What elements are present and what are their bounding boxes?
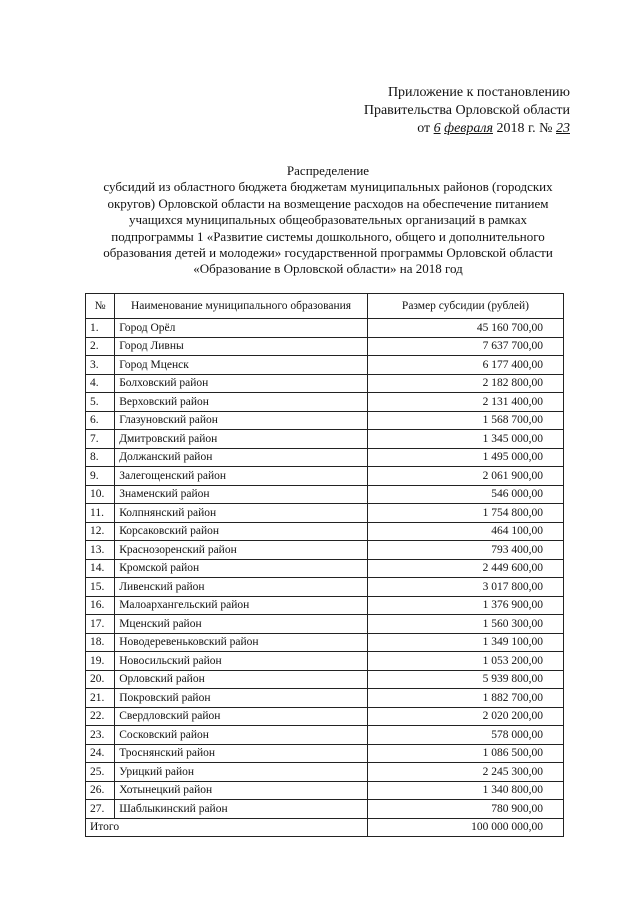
title-line-3: округов) Орловской области на возмещение расходов на обеспечение питанием (107, 195, 549, 211)
date-month: февраля (444, 121, 493, 136)
row-municipality: Орловский район (115, 670, 368, 689)
table-row (86, 393, 564, 412)
table-row (86, 319, 564, 338)
row-number: 1. (86, 319, 115, 338)
row-subsidy-amount: 45 160 700,00 (367, 319, 563, 338)
table-row (86, 744, 564, 763)
row-municipality: Ливенский район (115, 578, 368, 597)
attachment-line-1: Приложение к постановлению (387, 85, 570, 100)
table-row (86, 800, 564, 819)
row-municipality: Верховский район (115, 393, 368, 412)
subsidy-table (85, 293, 564, 837)
table-row (86, 781, 564, 800)
row-subsidy-amount: 2 449 600,00 (367, 559, 563, 578)
table-row (86, 485, 564, 504)
row-subsidy-amount: 1 340 800,00 (367, 781, 563, 800)
row-subsidy-amount: 2 020 200,00 (367, 707, 563, 726)
row-municipality: Глазуновский район (115, 411, 368, 430)
header-subsidy-amount: Размер субсидии (рублей) (367, 294, 563, 319)
date-prefix: от (417, 121, 431, 136)
total-label: Итого (86, 818, 368, 837)
row-municipality: Малоархангельский район (115, 596, 368, 615)
title-line-5: подпрограммы 1 «Развитие системы дошкольного, общего и дополнительного (111, 228, 545, 244)
attachment-date-line (330, 120, 570, 138)
table-row (86, 726, 564, 745)
row-number: 22. (86, 707, 115, 726)
row-number: 11. (86, 504, 115, 523)
row-number: 24. (86, 744, 115, 763)
table-row (86, 448, 564, 467)
row-number: 9. (86, 467, 115, 486)
table-row (86, 689, 564, 708)
row-number: 5. (86, 393, 115, 412)
row-subsidy-amount: 793 400,00 (367, 541, 563, 560)
row-municipality: Шаблыкинский район (115, 800, 368, 819)
row-subsidy-amount: 1 349 100,00 (367, 633, 563, 652)
row-subsidy-amount: 1 495 000,00 (367, 448, 563, 467)
row-number: 19. (86, 652, 115, 671)
row-subsidy-amount: 464 100,00 (367, 522, 563, 541)
row-subsidy-amount: 1 086 500,00 (367, 744, 563, 763)
row-subsidy-amount: 5 939 800,00 (367, 670, 563, 689)
row-municipality: Знаменский район (115, 485, 368, 504)
number-sign: № (539, 121, 553, 136)
title-line-7: «Образование в Орловской области» на 2018 год (193, 261, 463, 277)
row-number: 16. (86, 596, 115, 615)
row-number: 6. (86, 411, 115, 430)
table-row (86, 763, 564, 782)
document-title (78, 163, 578, 278)
row-number: 14. (86, 559, 115, 578)
row-municipality: Краснозоренский район (115, 541, 368, 560)
row-subsidy-amount: 3 017 800,00 (367, 578, 563, 597)
table-row (86, 467, 564, 486)
attachment-line-2: Правительства Орловской области (363, 103, 570, 118)
row-number: 13. (86, 541, 115, 560)
row-municipality: Залегощенский район (115, 467, 368, 486)
row-municipality: Должанский район (115, 448, 368, 467)
table-row (86, 707, 564, 726)
row-number: 17. (86, 615, 115, 634)
row-municipality: Новосильский район (115, 652, 368, 671)
table-row (86, 337, 564, 356)
row-number: 27. (86, 800, 115, 819)
row-subsidy-amount: 780 900,00 (367, 800, 563, 819)
row-municipality: Троснянский район (115, 744, 368, 763)
row-subsidy-amount: 578 000,00 (367, 726, 563, 745)
table-row (86, 411, 564, 430)
row-number: 25. (86, 763, 115, 782)
row-municipality: Колпнянский район (115, 504, 368, 523)
row-municipality: Мценский район (115, 615, 368, 634)
date-year: 2018 г. (496, 121, 536, 136)
total-value: 100 000 000,00 (367, 818, 563, 837)
row-number: 3. (86, 356, 115, 375)
row-subsidy-amount: 1 560 300,00 (367, 615, 563, 634)
row-number: 15. (86, 578, 115, 597)
row-municipality: Корсаковский район (115, 522, 368, 541)
row-municipality: Сосковский район (115, 726, 368, 745)
row-municipality: Кромской район (115, 559, 368, 578)
row-subsidy-amount: 1 376 900,00 (367, 596, 563, 615)
header-number: № (86, 294, 115, 319)
table-row (86, 652, 564, 671)
row-municipality: Свердловский район (115, 707, 368, 726)
row-number: 4. (86, 374, 115, 393)
table-row (86, 615, 564, 634)
row-subsidy-amount: 1 882 700,00 (367, 689, 563, 708)
attachment-block (330, 84, 570, 138)
table-row (86, 504, 564, 523)
row-subsidy-amount: 2 182 800,00 (367, 374, 563, 393)
table-row (86, 374, 564, 393)
table-row (86, 541, 564, 560)
row-number: 2. (86, 337, 115, 356)
table-header-row (86, 294, 564, 319)
row-municipality: Город Мценск (115, 356, 368, 375)
table-row (86, 356, 564, 375)
row-subsidy-amount: 2 061 900,00 (367, 467, 563, 486)
row-municipality: Новодеревеньковский район (115, 633, 368, 652)
table-row (86, 578, 564, 597)
row-subsidy-amount: 7 637 700,00 (367, 337, 563, 356)
row-number: 21. (86, 689, 115, 708)
table-row (86, 633, 564, 652)
row-subsidy-amount: 546 000,00 (367, 485, 563, 504)
row-municipality: Город Ливны (115, 337, 368, 356)
row-municipality: Болховский район (115, 374, 368, 393)
row-municipality: Хотынецкий район (115, 781, 368, 800)
document-number: 23 (556, 121, 570, 136)
row-municipality: Покровский район (115, 689, 368, 708)
row-municipality: Урицкий район (115, 763, 368, 782)
table-row (86, 430, 564, 449)
row-number: 7. (86, 430, 115, 449)
row-number: 23. (86, 726, 115, 745)
date-day: 6 (433, 121, 441, 136)
row-subsidy-amount: 1 568 700,00 (367, 411, 563, 430)
row-number: 10. (86, 485, 115, 504)
row-municipality: Город Орёл (115, 319, 368, 338)
row-subsidy-amount: 2 245 300,00 (367, 763, 563, 782)
row-subsidy-amount: 1 754 800,00 (367, 504, 563, 523)
table-row (86, 670, 564, 689)
row-number: 8. (86, 448, 115, 467)
table-row (86, 522, 564, 541)
title-line-6: образования детей и молодежи» государственной программы Орловской области (103, 245, 553, 261)
row-subsidy-amount: 2 131 400,00 (367, 393, 563, 412)
total-row (86, 818, 564, 837)
row-number: 20. (86, 670, 115, 689)
row-number: 18. (86, 633, 115, 652)
row-number: 12. (86, 522, 115, 541)
title-line-1: Распределение (286, 163, 370, 178)
table-row (86, 559, 564, 578)
row-subsidy-amount: 1 345 000,00 (367, 430, 563, 449)
header-municipality: Наименование муниципального образования (115, 294, 368, 319)
row-subsidy-amount: 6 177 400,00 (367, 356, 563, 375)
row-number: 26. (86, 781, 115, 800)
row-municipality: Дмитровский район (115, 430, 368, 449)
row-subsidy-amount: 1 053 200,00 (367, 652, 563, 671)
title-line-4: учащихся муниципальных общеобразовательных организаций в рамках (128, 212, 528, 228)
title-line-2: субсидий из областного бюджета бюджетам муниципальных районов (городских (103, 179, 553, 195)
table-row (86, 596, 564, 615)
